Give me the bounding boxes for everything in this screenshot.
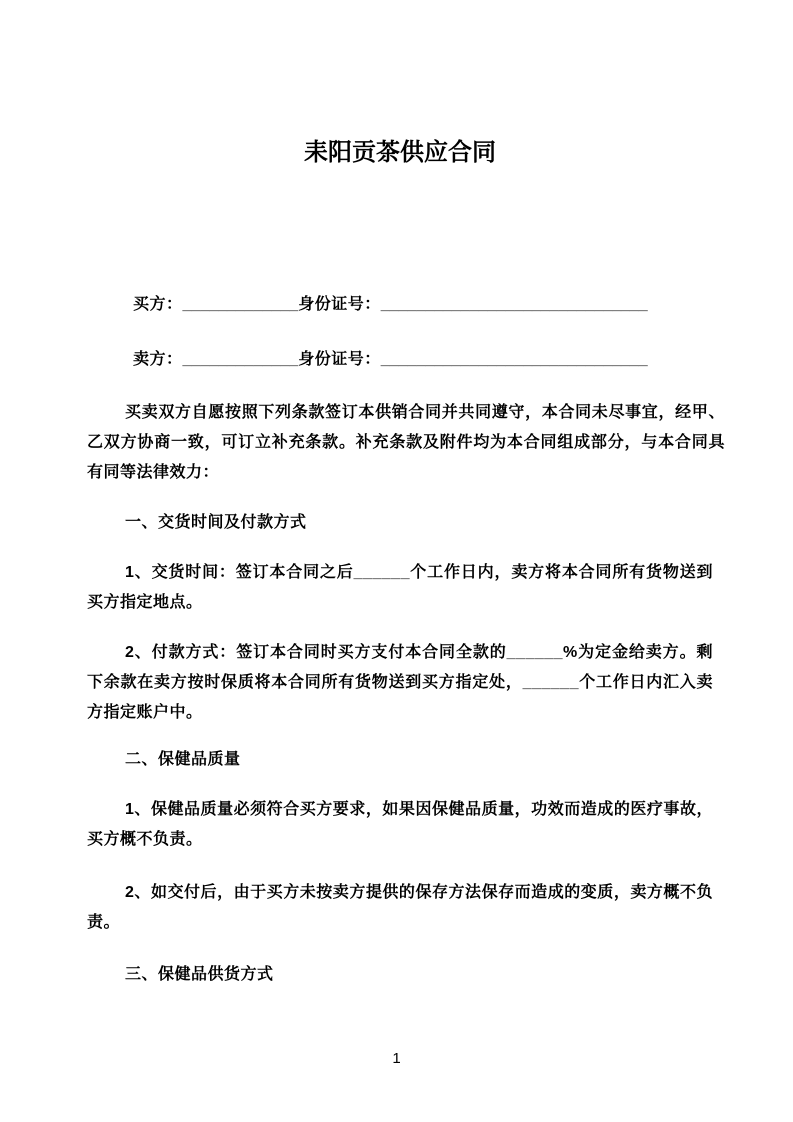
intro-paragraph: 买卖双方自愿按照下列条款签订本供销合同并共同遵守，本合同未尽事宜，经甲、乙双方协商一致，可订立补充条款。补充条款及附件均为本合同组成部分，与本合同具有同等法律效力： <box>87 404 725 481</box>
seller-line <box>87 345 713 375</box>
seller-label: 卖方： <box>133 351 183 368</box>
seller-id-blank: ______________________________ <box>380 351 648 368</box>
section-2-heading: 二、保健品质量 <box>125 751 241 768</box>
section-1-item-2: 2、付款方式：签订本合同时买方支付本合同全款的______%为定金给卖方。剩下余款在卖方按时保质将本合同所有货物送到买方指定处，______个工作日内汇入卖方指定账户中。 <box>87 644 713 721</box>
buyer-id-blank: ______________________________ <box>380 296 648 313</box>
document-title: 耒阳贡茶供应合同 <box>304 139 496 166</box>
seller-name-blank: _____________ <box>182 351 299 368</box>
section-3-heading: 三、保健品供货方式 <box>125 966 274 983</box>
section-1-item-1: 1、交货时间：签订本合同之后______个工作日内，卖方将本合同所有货物送到买方指定地点。 <box>87 564 713 611</box>
buyer-id-label: 身份证号： <box>298 296 381 313</box>
seller-id-label: 身份证号： <box>298 351 381 368</box>
buyer-name-blank: _____________ <box>182 296 299 313</box>
section-1-heading: 一、交货时间及付款方式 <box>125 514 307 531</box>
document-body <box>87 0 725 990</box>
section-2-item-2: 2、如交付后，由于买方未按卖方提供的保存方法保存而造成的变质，卖方概不负责。 <box>87 884 713 931</box>
buyer-label: 买方： <box>133 296 183 313</box>
section-2-item-1: 1、保健品质量必须符合买方要求，如果因保健品质量，功效而造成的医疗事故，买方概不负责。 <box>87 801 713 848</box>
buyer-line <box>87 290 713 320</box>
page-number: 1 <box>392 1050 401 1067</box>
